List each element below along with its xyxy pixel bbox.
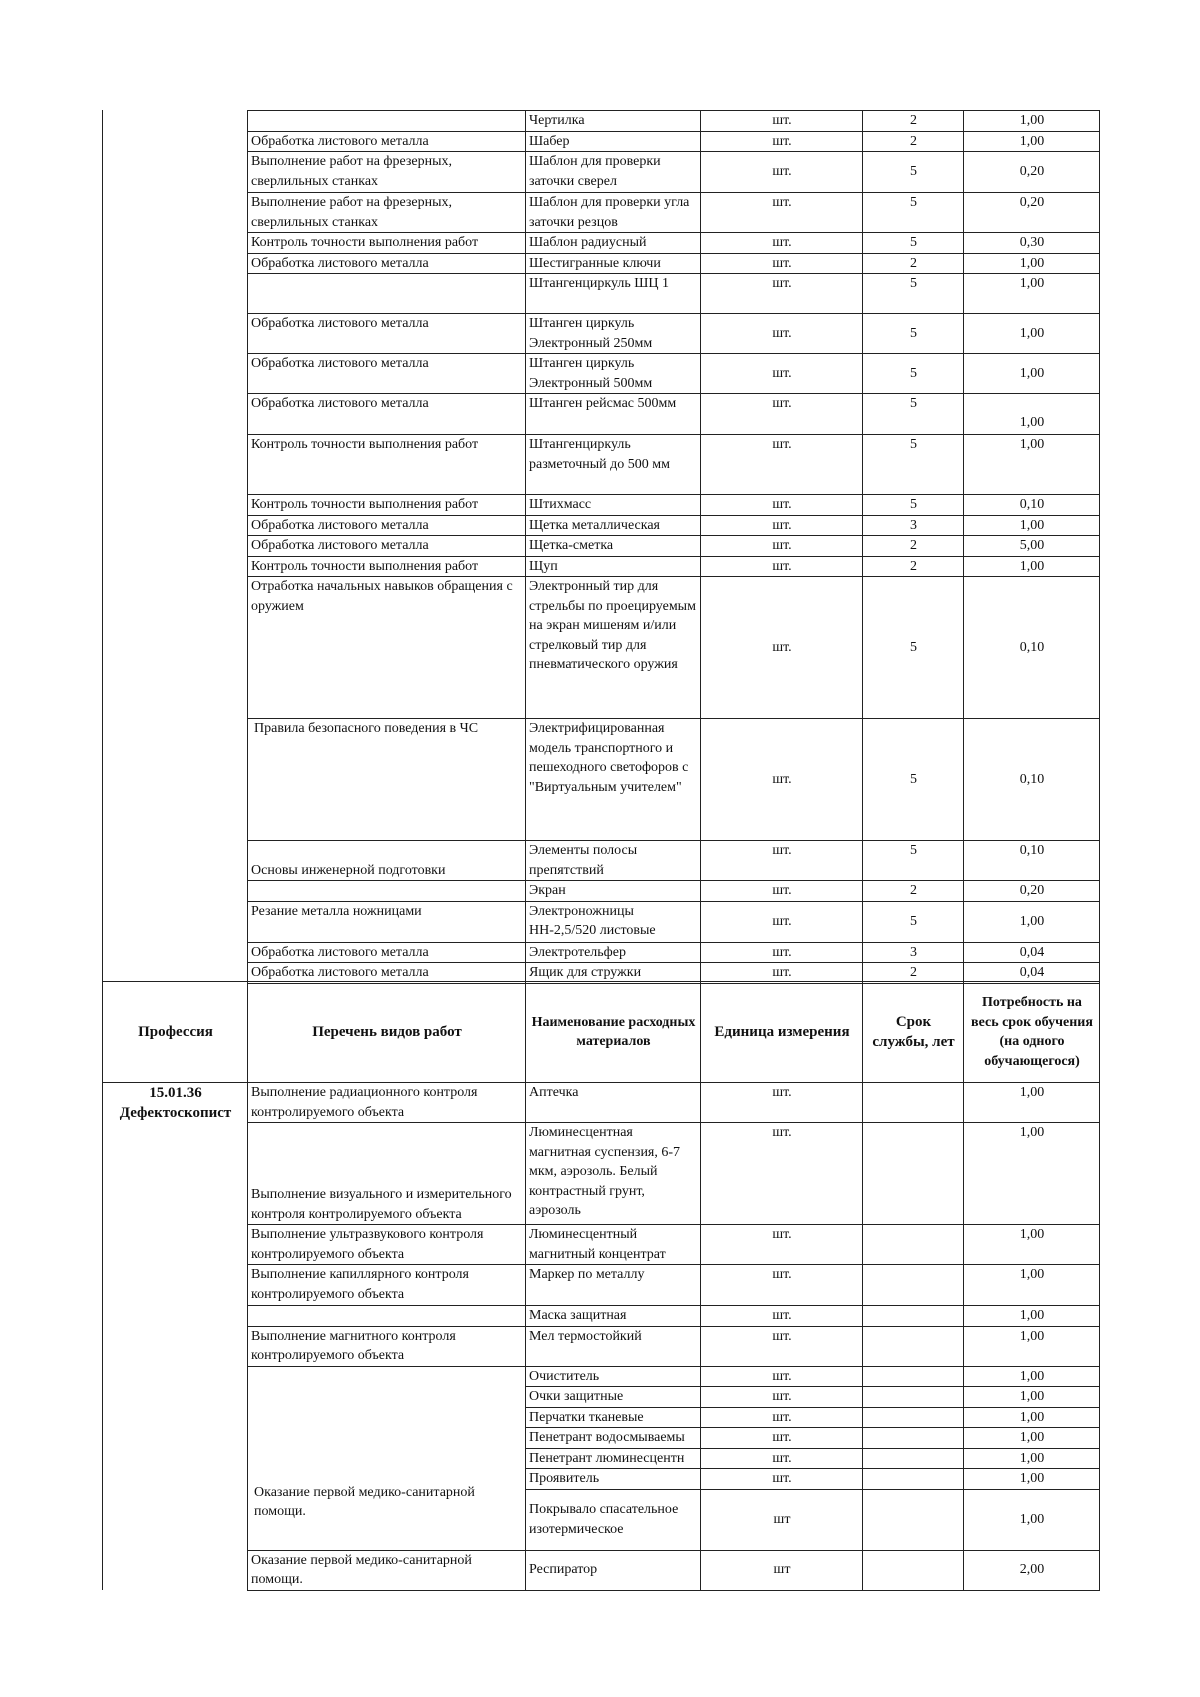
work-cell: Выполнение капиллярного контроля контролируемого объекта [248,1265,526,1306]
need-cell: 1,00 [964,1448,1100,1469]
life-cell: 3 [863,515,964,536]
table-row [248,942,1100,963]
material-cell: Щетка металлическая [526,515,701,536]
need-cell: 1,00 [964,1387,1100,1408]
need-cell: 0,10 [964,577,1100,719]
material-cell: Электроножницы НН-2,5/520 листовые [526,901,701,942]
table-row [248,719,1100,841]
unit-cell: шт [701,1489,863,1550]
life-cell: 5 [863,394,964,435]
unit-cell: шт. [701,253,863,274]
table-row [248,233,1100,254]
work-cell [248,881,526,902]
need-cell: 1,00 [964,394,1100,435]
life-cell: 2 [863,881,964,902]
material-cell: Очиститель [526,1366,701,1387]
material-cell: Чертилка [526,111,701,132]
life-cell [863,1225,964,1265]
materials-table-continued [247,110,1100,984]
work-cell: Основы инженерной подготовки [248,841,526,881]
work-cell [248,111,526,132]
life-cell: 5 [863,314,964,354]
material-cell: Люминесцентная магнитная суспензия, 6-7 мкм, аэрозоль. Белый контрастный грунт, аэрозоль [526,1123,701,1225]
unit-cell: шт. [701,1265,863,1306]
work-cell: Выполнение работ на фрезерных, сверлильных станках [248,152,526,193]
material-cell: Штангенциркуль ШЦ 1 [526,274,701,314]
table-row [248,536,1100,557]
table-row [248,963,1100,984]
need-cell: 1,00 [964,354,1100,394]
life-cell: 5 [863,841,964,881]
header-life: Срок службы, лет [863,982,964,1083]
material-cell: Щуп [526,556,701,577]
work-cell: Выполнение радиационного контроля контролируемого объекта [248,1083,526,1123]
table-row [248,111,1100,132]
material-cell: Очки защитные [526,1387,701,1408]
material-cell: Мел термостойкий [526,1326,701,1366]
header-materials: Наименование расходных материалов [526,982,701,1083]
table-row [248,314,1100,354]
need-cell: 0,04 [964,942,1100,963]
need-cell: 1,00 [964,111,1100,132]
life-cell [863,1428,964,1449]
work-cell: Обработка листового металла [248,963,526,984]
unit-cell: шт. [701,1083,863,1123]
work-cell: Контроль точности выполнения работ [248,556,526,577]
unit-cell: шт. [701,1428,863,1449]
unit-cell: шт. [701,1469,863,1490]
unit-cell: шт. [701,314,863,354]
need-cell: 1,00 [964,274,1100,314]
unit-cell: шт. [701,1448,863,1469]
need-cell: 1,00 [964,515,1100,536]
life-cell [863,1366,964,1387]
work-cell: Контроль точности выполнения работ [248,233,526,254]
life-cell: 5 [863,901,964,942]
work-cell: Обработка листового металла [248,354,526,394]
life-cell: 5 [863,577,964,719]
profession-code: 15.01.36 [149,1085,202,1101]
need-cell: 0,20 [964,193,1100,233]
material-cell: Респиратор [526,1550,701,1590]
work-cell: Контроль точности выполнения работ [248,435,526,495]
unit-cell: шт. [701,536,863,557]
material-cell: Шестигранные ключи [526,253,701,274]
table-row [103,1326,1100,1366]
work-cell: Правила безопасного поведения в ЧС [248,719,526,841]
life-cell [863,1489,964,1550]
unit-cell: шт. [701,354,863,394]
table-row [248,354,1100,394]
work-cell: Выполнение ультразвукового контроля контролируемого объекта [248,1225,526,1265]
table-row [103,1123,1100,1225]
table-row [248,881,1100,902]
unit-cell: шт. [701,1306,863,1327]
life-cell [863,1469,964,1490]
need-cell: 1,00 [964,1407,1100,1428]
need-cell: 0,20 [964,152,1100,193]
material-cell: Шабер [526,131,701,152]
work-cell: Обработка листового металла [248,314,526,354]
unit-cell: шт. [701,719,863,841]
need-cell: 1,00 [964,556,1100,577]
header-works: Перечень видов работ [248,982,526,1083]
life-cell: 5 [863,193,964,233]
life-cell [863,1326,964,1366]
header-unit: Единица измерения [701,982,863,1083]
work-cell: Выполнение магнитного контроля контролируемого объекта [248,1326,526,1366]
table-row [248,495,1100,516]
material-cell: Штангенциркуль разметочный до 500 мм [526,435,701,495]
need-cell: 1,00 [964,435,1100,495]
material-cell: Штихмасс [526,495,701,516]
unit-cell: шт. [701,577,863,719]
unit-cell: шт [701,1550,863,1590]
work-cell: Выполнение визуального и измерительного контроля контролируемого объекта [248,1123,526,1225]
material-cell: Экран [526,881,701,902]
work-cell: Обработка листового металла [248,253,526,274]
material-cell: Проявитель [526,1469,701,1490]
unit-cell: шт. [701,1387,863,1408]
material-cell: Люминесцентный магнитный концентрат [526,1225,701,1265]
material-cell: Шаблон для проверки угла заточки резцов [526,193,701,233]
work-cell: Обработка листового металла [248,536,526,557]
table-row [248,131,1100,152]
table-header-row [103,982,1100,1083]
work-cell: Выполнение работ на фрезерных, сверлильных станках [248,193,526,233]
unit-cell: шт. [701,435,863,495]
table-row [103,1083,1100,1123]
unit-cell: шт. [701,394,863,435]
need-cell: 1,00 [964,253,1100,274]
table-row [248,253,1100,274]
material-cell: Электротельфер [526,942,701,963]
life-cell: 5 [863,152,964,193]
need-cell: 1,00 [964,1326,1100,1366]
unit-cell: шт. [701,942,863,963]
work-cell [248,274,526,314]
need-cell: 5,00 [964,536,1100,557]
need-cell: 1,00 [964,1489,1100,1550]
work-cell: Резание металла ножницами [248,901,526,942]
table-row [248,394,1100,435]
life-cell [863,1123,964,1225]
table-row [248,901,1100,942]
need-cell: 1,00 [964,1123,1100,1225]
material-cell: Аптечка [526,1083,701,1123]
life-cell: 2 [863,963,964,984]
life-cell: 3 [863,942,964,963]
need-cell: 0,20 [964,881,1100,902]
life-cell: 5 [863,435,964,495]
unit-cell: шт. [701,1407,863,1428]
materials-table-defectoscopist [102,981,1100,1591]
need-cell: 1,00 [964,1428,1100,1449]
unit-cell: шт. [701,1326,863,1366]
need-cell: 0,10 [964,719,1100,841]
table-row [248,841,1100,881]
material-cell: Штанген рейсмас 500мм [526,394,701,435]
table-row [248,274,1100,314]
material-cell: Шаблон радиусный [526,233,701,254]
life-cell: 5 [863,233,964,254]
need-cell: 1,00 [964,1225,1100,1265]
table-row [248,515,1100,536]
material-cell: Электронный тир для стрельбы по проецируемым на экран мишеням и/или стрелковый тир для пневматического оружия [526,577,701,719]
life-cell: 5 [863,274,964,314]
unit-cell: шт. [701,193,863,233]
life-cell: 5 [863,354,964,394]
table-row [103,1366,1100,1387]
material-cell: Шаблон для проверки заточки сверел [526,152,701,193]
need-cell: 1,00 [964,1083,1100,1123]
table-row [103,1550,1100,1590]
life-cell: 5 [863,495,964,516]
unit-cell: шт. [701,841,863,881]
unit-cell: шт. [701,515,863,536]
life-cell [863,1306,964,1327]
material-cell: Пенетрант водосмываемы [526,1428,701,1449]
material-cell: Маркер по металлу [526,1265,701,1306]
life-cell [863,1407,964,1428]
material-cell: Маска защитная [526,1306,701,1327]
life-cell: 5 [863,719,964,841]
life-cell [863,1448,964,1469]
profession-name: Дефектоскопист [119,1105,232,1121]
life-cell [863,1387,964,1408]
work-cell: Обработка листового металла [248,515,526,536]
material-cell: Пенетрант люминесцентн [526,1448,701,1469]
need-cell: 1,00 [964,1265,1100,1306]
work-cell: Обработка листового металла [248,131,526,152]
need-cell: 1,00 [964,1306,1100,1327]
material-cell: Перчатки тканевые [526,1407,701,1428]
life-cell [863,1265,964,1306]
material-cell: Щетка-сметка [526,536,701,557]
profession-cell [103,1083,248,1591]
unit-cell: шт. [701,274,863,314]
table-row [248,435,1100,495]
need-cell: 1,00 [964,314,1100,354]
unit-cell: шт. [701,1123,863,1225]
unit-cell: шт. [701,233,863,254]
work-cell: Отработка начальных навыков обращения с оружием [248,577,526,719]
table-row [103,1306,1100,1327]
table-row [248,577,1100,719]
unit-cell: шт. [701,1225,863,1265]
need-cell: 0,10 [964,841,1100,881]
unit-cell: шт. [701,111,863,132]
unit-cell: шт. [701,901,863,942]
table-row [103,1265,1100,1306]
need-cell: 1,00 [964,1469,1100,1490]
header-need: Потребность на весь срок обучения (на одного обучающегося) [964,982,1100,1083]
table-row [248,152,1100,193]
life-cell [863,1550,964,1590]
need-cell: 1,00 [964,131,1100,152]
work-cell: Оказание первой медико-санитарной помощи. [248,1366,526,1550]
work-cell: Оказание первой медико-санитарной помощи. [248,1550,526,1590]
need-cell: 1,00 [964,901,1100,942]
table-row [103,1225,1100,1265]
work-cell: Обработка листового металла [248,942,526,963]
life-cell: 2 [863,131,964,152]
header-profession: Профессия [103,982,248,1083]
work-cell: Обработка листового металла [248,394,526,435]
need-cell: 0,30 [964,233,1100,254]
work-cell [248,1306,526,1327]
unit-cell: шт. [701,556,863,577]
unit-cell: шт. [701,131,863,152]
life-cell: 2 [863,536,964,557]
material-cell: Штанген циркуль Электронный 250мм [526,314,701,354]
material-cell: Покрывало спасательное изотермическое [526,1489,701,1550]
need-cell: 2,00 [964,1550,1100,1590]
material-cell: Элементы полосы препятствий [526,841,701,881]
unit-cell: шт. [701,495,863,516]
table-row [248,556,1100,577]
material-cell: Электрифицированная модель транспортного и пешеходного светофоров с "Виртуальным учителем" [526,719,701,841]
life-cell [863,1083,964,1123]
material-cell: Ящик для стружки [526,963,701,984]
life-cell: 2 [863,253,964,274]
unit-cell: шт. [701,1366,863,1387]
unit-cell: шт. [701,152,863,193]
life-cell: 2 [863,111,964,132]
need-cell: 0,04 [964,963,1100,984]
table-row [248,193,1100,233]
life-cell: 2 [863,556,964,577]
need-cell: 0,10 [964,495,1100,516]
work-cell: Контроль точности выполнения работ [248,495,526,516]
material-cell: Штанген циркуль Электронный 500мм [526,354,701,394]
need-cell: 1,00 [964,1366,1100,1387]
unit-cell: шт. [701,881,863,902]
unit-cell: шт. [701,963,863,984]
